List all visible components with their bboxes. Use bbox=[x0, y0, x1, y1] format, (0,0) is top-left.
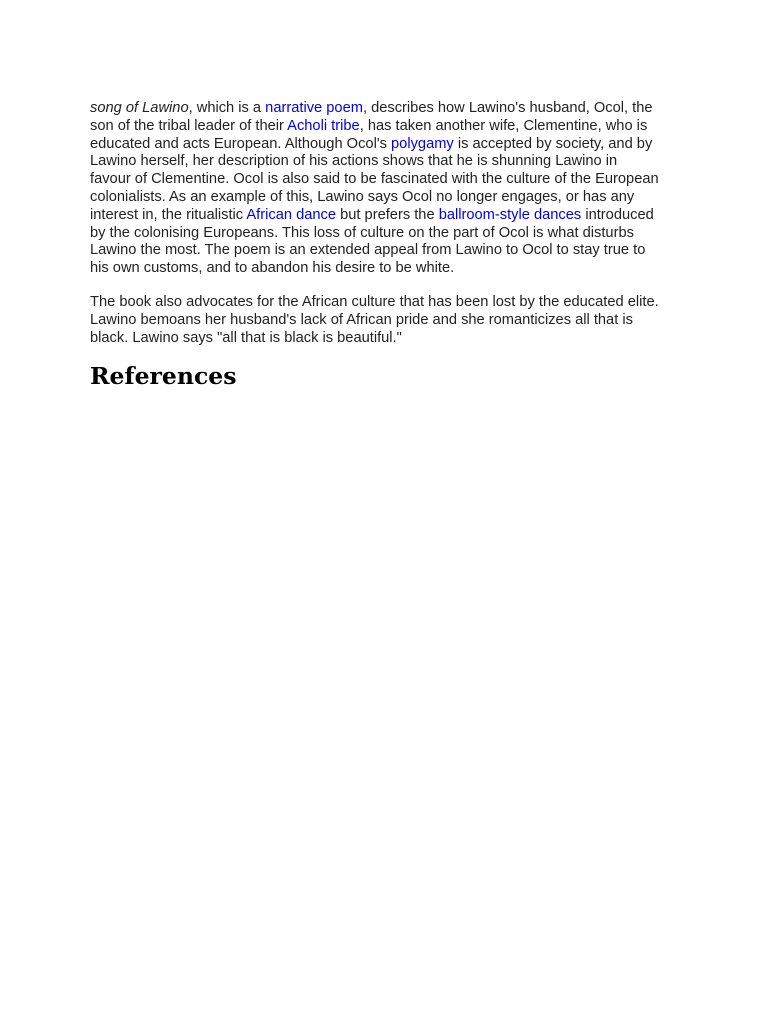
text-line: by the colonising Europeans. This loss of culture on the part of Ocol is what disturbs bbox=[90, 224, 634, 241]
text-segment: son of the tribal leader of their bbox=[90, 117, 288, 134]
text-segment: introduced bbox=[581, 206, 654, 223]
text-line: Lawino bemoans her husband's lack of African pride and she romanticizes all that is bbox=[90, 311, 633, 328]
text-line: Lawino the most. The poem is an extended appeal from Lawino to Ocol to stay true to bbox=[90, 242, 646, 259]
text-segment: educated and acts European. Although Ocol's bbox=[90, 135, 392, 152]
paragraph-plot-summary bbox=[90, 100, 690, 278]
text-line: favour of Clementine. Ocol is also said to be fascinated with the culture of the European bbox=[90, 171, 659, 188]
text-line bbox=[90, 207, 690, 225]
text-segment: , has taken another wife, Clementine, who is bbox=[359, 117, 648, 134]
link-ballroom-style-dances[interactable]: ballroom-style dances bbox=[438, 206, 582, 223]
section-heading-references: References bbox=[90, 362, 237, 391]
text-segment: , which is a bbox=[188, 100, 266, 116]
text-line bbox=[90, 100, 690, 118]
text-line: Lawino herself, her description of his actions shows that he is shunning Lawino in bbox=[90, 153, 618, 170]
text-segment: , describes how Lawino's husband, Ocol, the bbox=[362, 100, 653, 116]
article-body bbox=[90, 100, 690, 390]
text-line bbox=[90, 136, 690, 154]
text-line: The book also advocates for the African culture that has been lost by the educated elite. bbox=[90, 293, 659, 310]
text-line: his own customs, and to abandon his desire to be white. bbox=[90, 260, 455, 277]
link-acholi-tribe[interactable]: Acholi tribe bbox=[287, 117, 360, 134]
text-segment: but prefers the bbox=[336, 206, 439, 223]
link-african-dance[interactable]: African dance bbox=[246, 206, 337, 223]
text-segment: interest in, the ritualistic bbox=[90, 206, 247, 223]
text-line: colonialists. As an example of this, Lawino says Ocol no longer engages, or has any bbox=[90, 188, 635, 205]
paragraph-cultural-theme bbox=[90, 294, 690, 347]
text-line: black. Lawino says "all that is black is beautiful." bbox=[90, 329, 402, 346]
link-narrative-poem[interactable]: narrative poem bbox=[265, 100, 363, 116]
link-polygamy[interactable]: polygamy bbox=[391, 135, 454, 152]
work-title: song of Lawino bbox=[90, 100, 189, 116]
text-line bbox=[90, 118, 690, 136]
text-segment: is accepted by society, and by bbox=[453, 135, 653, 152]
